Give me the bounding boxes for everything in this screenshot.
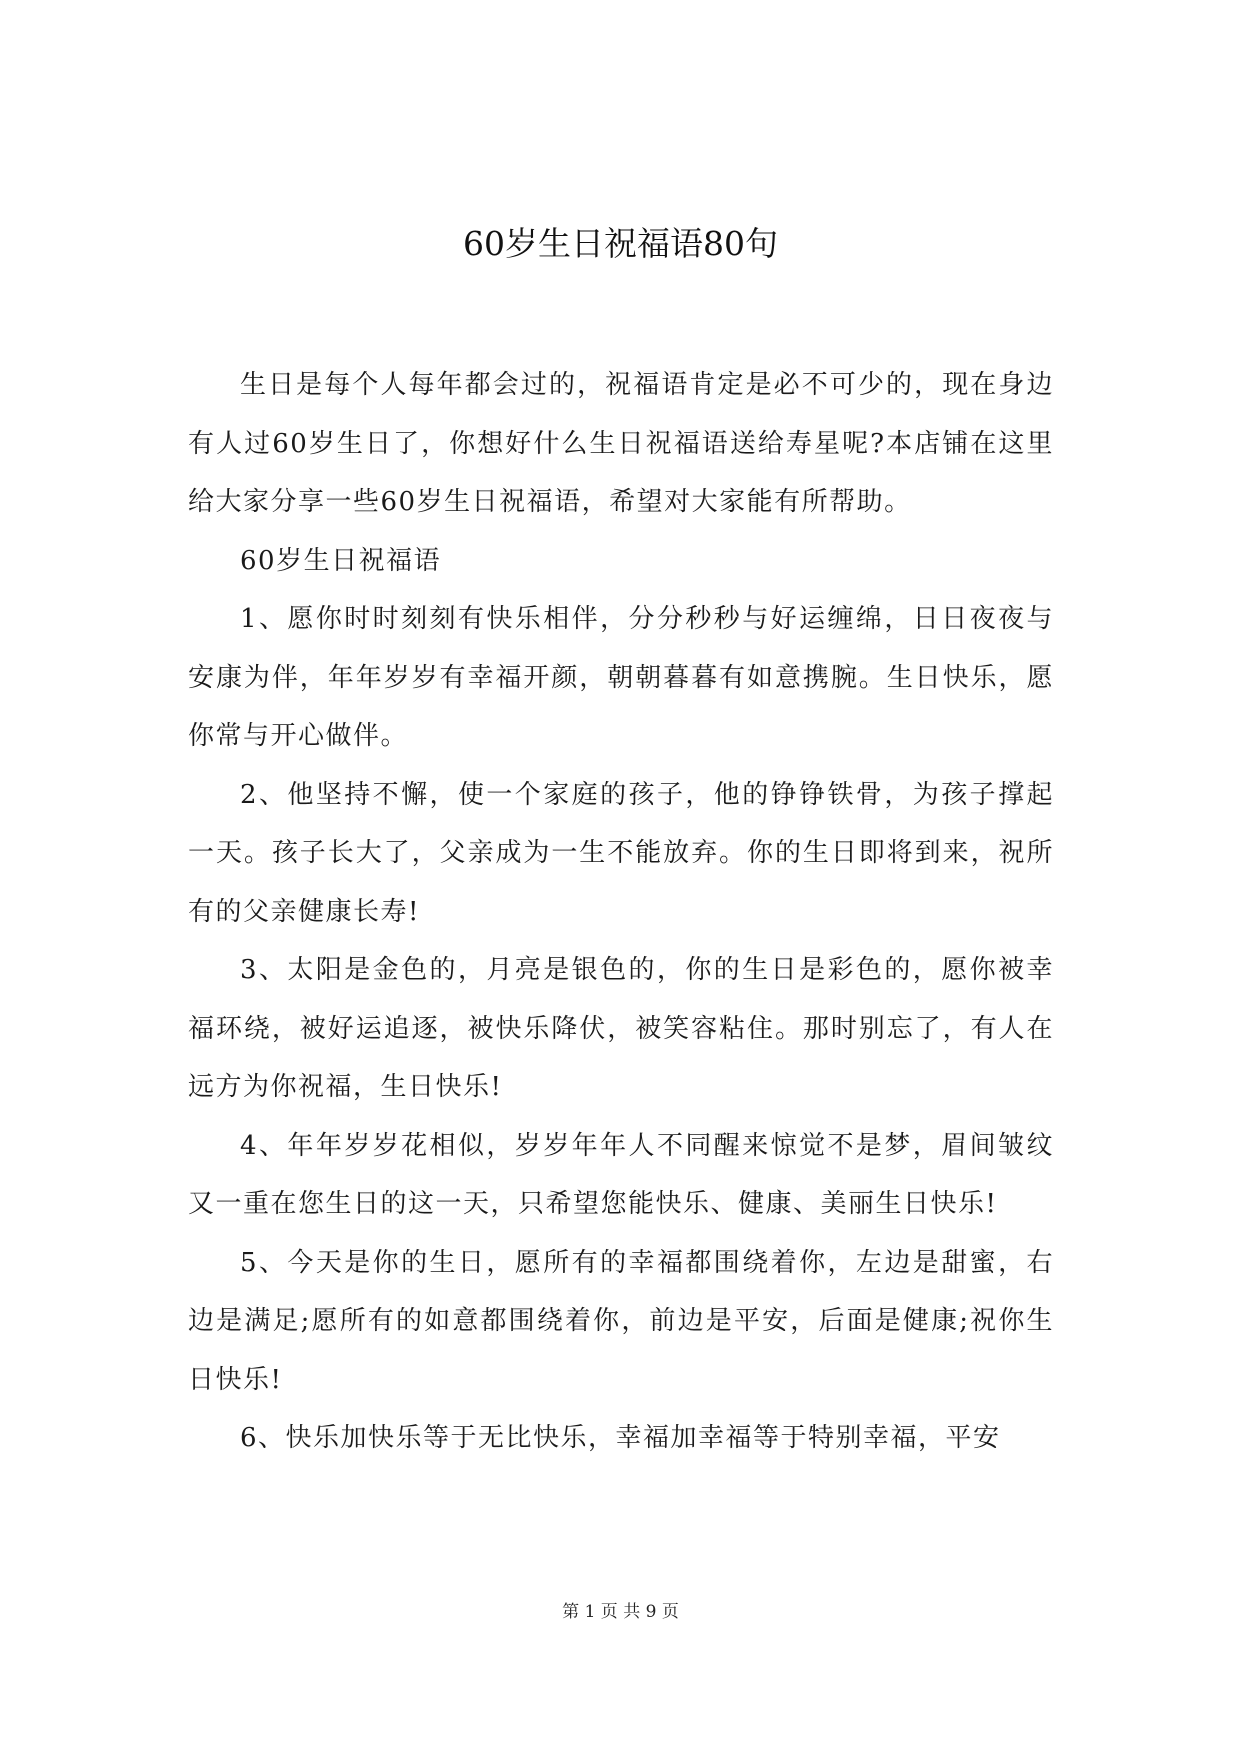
blessing-item-2: 2、他坚持不懈，使一个家庭的孩子，他的铮铮铁骨，为孩子撑起一天。孩子长大了，父亲成为一生不能放弃。你的生日即将到来，祝所有的父亲健康长寿! — [188, 779, 1054, 927]
document-title: 60岁生日祝福语80句 — [463, 224, 778, 263]
blessing-item-6: 6、快乐加快乐等于无比快乐，幸福加幸福等于特别幸福，平安 — [240, 1423, 1001, 1453]
blessing-item-4: 4、年年岁岁花相似，岁岁年年人不同醒来惊觉不是梦，眉间皱纹又一重在您生日的这一天，只希望您能快乐、健康、美丽生日快乐! — [188, 1130, 1054, 1219]
blessing-item-5: 5、今天是你的生日，愿所有的幸福都围绕着你，左边是甜蜜，右边是满足;愿所有的如意都围绕着你，前边是平安，后面是健康;祝你生日快乐! — [188, 1247, 1054, 1395]
section-heading: 60岁生日祝福语 — [240, 545, 442, 576]
blessing-item-1: 1、愿你时时刻刻有快乐相伴，分分秒秒与好运缠绵，日日夜夜与安康为伴，年年岁岁有幸福开颜，朝朝暮暮有如意携腕。生日快乐，愿你常与开心做伴。 — [188, 604, 1054, 751]
document-body — [188, 356, 1054, 1468]
blessing-item-3: 3、太阳是金色的，月亮是银色的，你的生日是彩色的，愿你被幸福环绕，被好运追逐，被快乐降伏，被笑容粘住。那时别忘了，有人在远方为你祝福，生日快乐! — [188, 955, 1054, 1102]
intro-paragraph: 生日是每个人每年都会过的，祝福语肯定是必不可少的，现在身边有人过60岁生日了，你想好什么生日祝福语送给寿星呢?本店铺在这里给大家分享一些60岁生日祝福语，希望对大家能有所帮助。 — [188, 370, 1054, 517]
page-number-footer: 第 1 页 共 9 页 — [562, 1602, 679, 1622]
